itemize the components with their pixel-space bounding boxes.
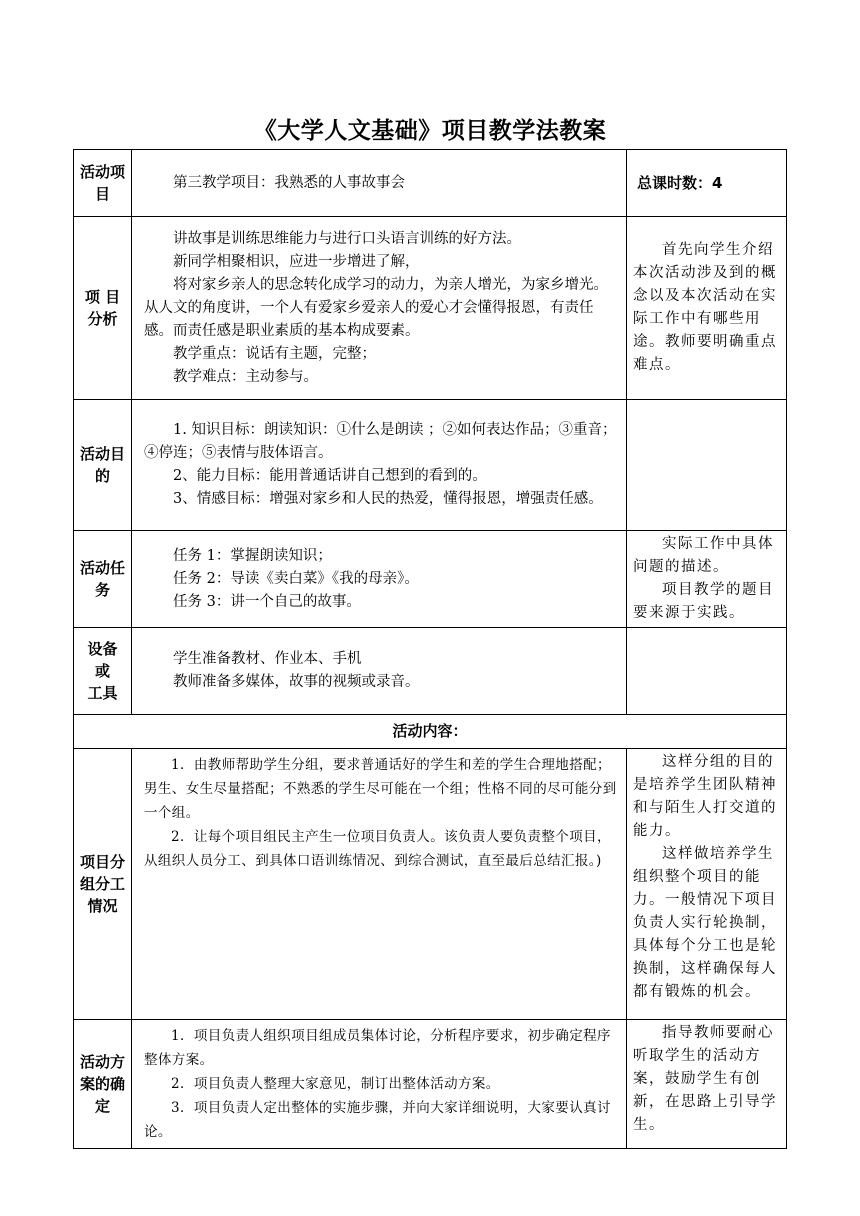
activity-goals-note bbox=[627, 400, 787, 531]
row-activity-tasks bbox=[74, 531, 787, 628]
plan-note: 指导教师要耐心听取学生的活动方案，鼓励学生有创新，在思路上引导学生。 bbox=[627, 1020, 787, 1149]
activity-tasks-content: 任务 1：掌握朗读知识； 任务 2：导读《卖白菜》《我的母亲》。 任务 3：讲一个自己的故事。 bbox=[132, 531, 627, 628]
row-activity-goals bbox=[74, 400, 787, 531]
project-analysis-content: 讲故事是训练思维能力与进行口头语言训练的好方法。 新同学相聚相识，应进一步增进了解， 将对家乡亲人的思念转化成学习的动力，为亲人增光，为家乡增光。从人文的角度讲，一个人有爱家乡爱亲人的爱心才会懂得报恩，有责任感。而责任感是职业素质的基本构成要素。 教学重点：说话有主题，完整； 教学难点：主动参与。 bbox=[132, 217, 627, 400]
equipment-content: 学生准备教材、作业本、手机 教师准备多媒体，故事的视频或录音。 bbox=[132, 628, 627, 715]
equipment-note bbox=[627, 628, 787, 715]
row-activity-project bbox=[74, 150, 787, 217]
activity-tasks-note: 实际工作中具体问题的描述。 项目教学的题目要来源于实践。 bbox=[627, 531, 787, 628]
grouping-content: 1．由教师帮助学生分组，要求普通话好的学生和差的学生合理地搭配；男生、女生尽量搭配；不熟悉的学生尽可能在一个组；性格不同的尽可能分到一个组。 2．让每个项目组民主产生一位项目负责人。该负责人要负责整个项目，从组织人员分工、到具体口语训练情况、到综合测试，直至最后总结汇报。) bbox=[132, 749, 627, 1020]
label-activity-project: 活动项目 bbox=[74, 150, 132, 217]
row-plan bbox=[74, 1020, 787, 1149]
label-activity-goals: 活动目的 bbox=[74, 400, 132, 531]
grouping-note: 这样分组的目的是培养学生团队精神和与陌生人打交道的能力。 这样做培养学生组织整个项目的能力。一般情况下项目负责人实行轮换制，具体每个分工也是轮换制，这样确保每人都有锻炼的机会。 bbox=[627, 749, 787, 1020]
label-grouping: 项目分组分工情况 bbox=[74, 749, 132, 1020]
total-hours: 总课时数：4 bbox=[627, 150, 787, 217]
plan-content: 1．项目负责人组织项目组成员集体讨论，分析程序要求，初步确定程序整体方案。 2．项目负责人整理大家意见，制订出整体活动方案。 3．项目负责人定出整体的实施步骤，并向大家详细说明，大家要认真讨论。 bbox=[132, 1020, 627, 1149]
label-equipment: 设备 或 工具 bbox=[74, 628, 132, 715]
activity-content-header: 活动内容： bbox=[74, 715, 787, 749]
project-analysis-note: 首先向学生介绍本次活动涉及到的概念以及本次活动在实际工作中有哪些用途。教师要明确重点难点。 bbox=[627, 217, 787, 400]
lesson-plan-table bbox=[73, 149, 787, 1149]
row-grouping bbox=[74, 749, 787, 1020]
document-title: 《大学人文基础》项目教学法教案 bbox=[253, 118, 607, 144]
label-activity-tasks: 活动任务 bbox=[74, 531, 132, 628]
activity-project-content: 第三教学项目：我熟悉的人事故事会 bbox=[132, 150, 627, 217]
row-content-header bbox=[74, 715, 787, 749]
row-project-analysis bbox=[74, 217, 787, 400]
label-plan: 活动方案的确定 bbox=[74, 1020, 132, 1149]
activity-goals-content: 1. 知识目标：朗读知识：①什么是朗读 ；②如何表达作品；③重音；④停连；⑤表情与肢体语言。 2、能力目标：能用普通话讲自己想到的看到的。 3、情感目标：增强对家乡和人民的热爱，懂得报恩，增强责任感。 bbox=[132, 400, 627, 531]
label-project-analysis: 项 目分析 bbox=[74, 217, 132, 400]
row-equipment bbox=[74, 628, 787, 715]
